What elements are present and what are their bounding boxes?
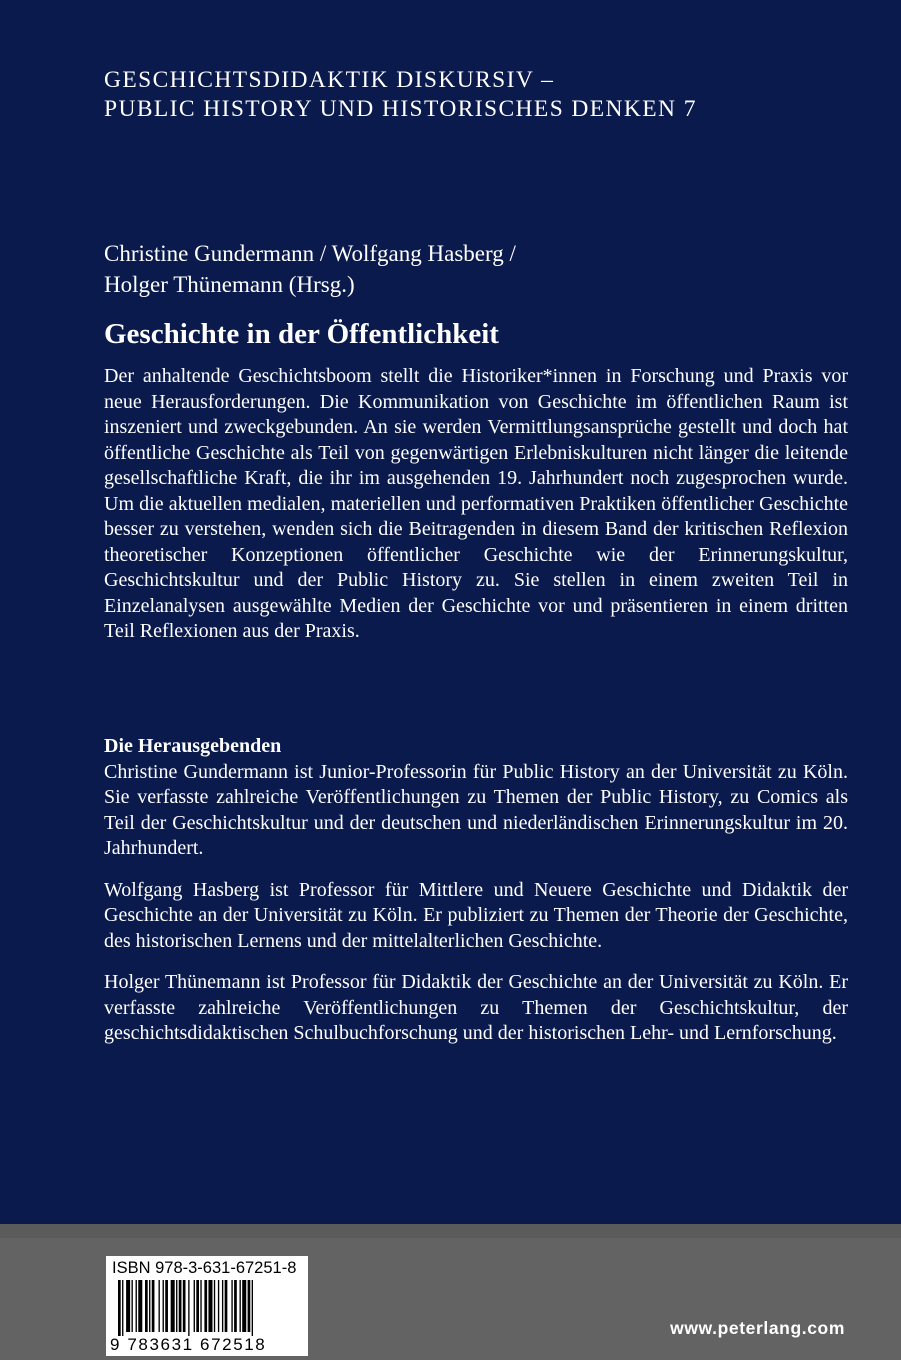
series-title [104, 66, 864, 124]
editors-line-1: Christine Gundermann / Wolfgang Hasberg / [104, 241, 516, 266]
series-title-line-1: GESCHICHTSDIDAKTIK DISKURSIV – [104, 67, 555, 93]
barcode-digits: 9 783631 672518 [110, 1335, 267, 1354]
editors-line-2: Holger Thünemann (Hrsg.) [104, 272, 355, 297]
editors-names [104, 238, 864, 300]
isbn-barcode-box [106, 1256, 308, 1356]
editors-section [104, 734, 848, 1063]
book-description: Der anhaltende Geschichtsboom stellt die Historiker*innen in Forschung und Praxis vor neue Herausforderungen. Die Kommunikation von Geschichte im öffentlichen Raum ist inszeniert und zweckgebunden. An sie werden Vermittlungsansprüche gestellt und doch hat öffentliche Geschichte als Teil von gegenwärtigen Erlebniskulturen nicht länger die leitende gesellschaftliche Kraft, die ihr im ausgehenden 19. Jahrhundert noch zugesprochen wurde. Um die aktuellen medialen, materiellen und performativen Praktiken öffentlicher Geschichte besser zu verstehen, wenden sich die Beitragenden in diesem Band der kritischen Reflexion theoretischer Konzeptionen öffentlicher Geschichte wie der Erinnerungskultur, Geschichtskultur und der Public History zu. Sie stellen in einem zweiten Teil in Einzelanalysen ausgewählte Medien der Geschichte vor und präsentieren in einem dritten Teil Reflexionen aus der Praxis. [104, 365, 848, 642]
book-title: Geschichte in der Öffentlichkeit [104, 318, 499, 350]
editor-bio-hasberg: Wolfgang Hasberg ist Professor für Mittlere und Neuere Geschichte und Didaktik der Geschichte an der Universität zu Köln. Er publiziert zu Themen der Theorie der Geschichte, des historischen Lernens und der mittelalterlichen Geschichte. [104, 878, 848, 952]
editors-heading: Die Herausgebenden [104, 735, 282, 757]
barcode-icon [106, 1280, 308, 1336]
series-title-line-2: PUBLIC HISTORY UND HISTORISCHES DENKEN 7 [104, 96, 697, 122]
publisher-url: www.peterlang.com [670, 1318, 845, 1338]
footer-band [0, 1224, 901, 1360]
editor-bio-thuenemann: Holger Thünemann ist Professor für Didaktik der Geschichte an der Universität zu Köln. Er verfasste zahlreiche Veröffentlichungen zu Themen der Geschichtskultur, der geschichtsdidaktischen Schulbuchforschung und der historischen Lehr- und Lernforschung. [104, 971, 848, 1044]
isbn-label: ISBN 978-3-631-67251-8 [112, 1259, 297, 1277]
editor-bio-gundermann: Christine Gundermann ist Junior-Professorin für Public History an der Universität zu Köln. Sie verfasste zahlreiche Veröffentlichungen zu Themen der Public History, zu Comics als Teil der Geschichtskultur und der deutschen und niederländischen Erinnerungskultur im 20. Jahrhundert. [104, 760, 848, 859]
